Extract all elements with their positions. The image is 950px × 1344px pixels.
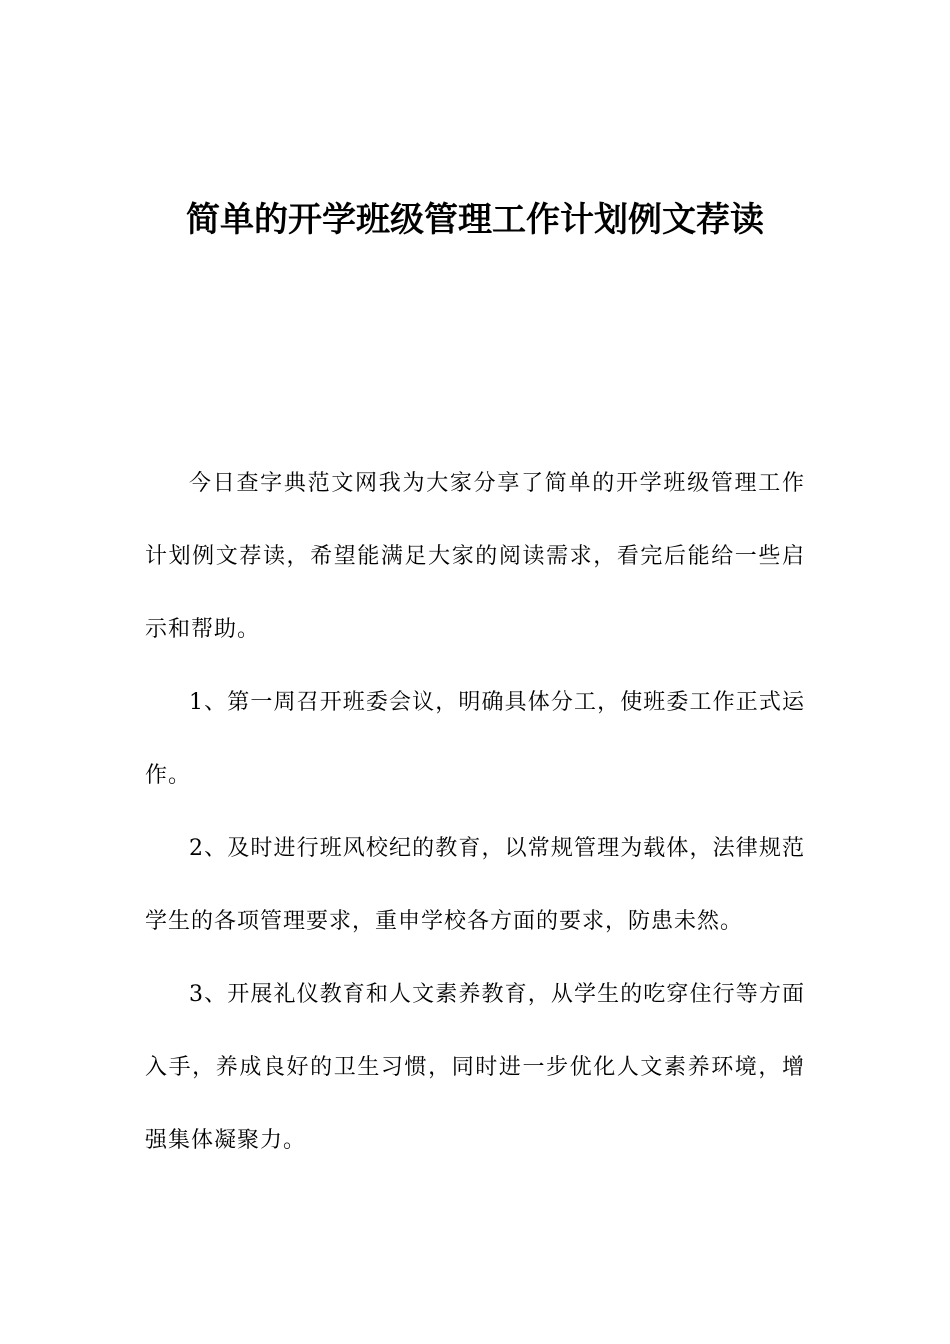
paragraph-intro: 今日查字典范文网我为大家分享了简单的开学班级管理工作计划例文荐读，希望能满足大家的阅读需求，看完后能给一些启示和帮助。 xyxy=(145,471,805,642)
paragraph-item-2: 2、及时进行班风校纪的教育，以常规管理为载体，法律规范学生的各项管理要求，重申学校各方面的要求，防患未然。 xyxy=(145,836,805,934)
paragraph-item-1: 1、第一周召开班委会议，明确具体分工，使班委工作正式运作。 xyxy=(145,690,805,788)
document-title: 简单的开学班级管理工作计划例文荐读 xyxy=(186,200,764,240)
paragraph-item-3: 3、开展礼仪教育和人文素养教育，从学生的吃穿住行等方面入手，养成良好的卫生习惯，同时进一步优化人文素养环境，增强集体凝聚力。 xyxy=(145,982,805,1153)
document-body xyxy=(145,447,805,1177)
